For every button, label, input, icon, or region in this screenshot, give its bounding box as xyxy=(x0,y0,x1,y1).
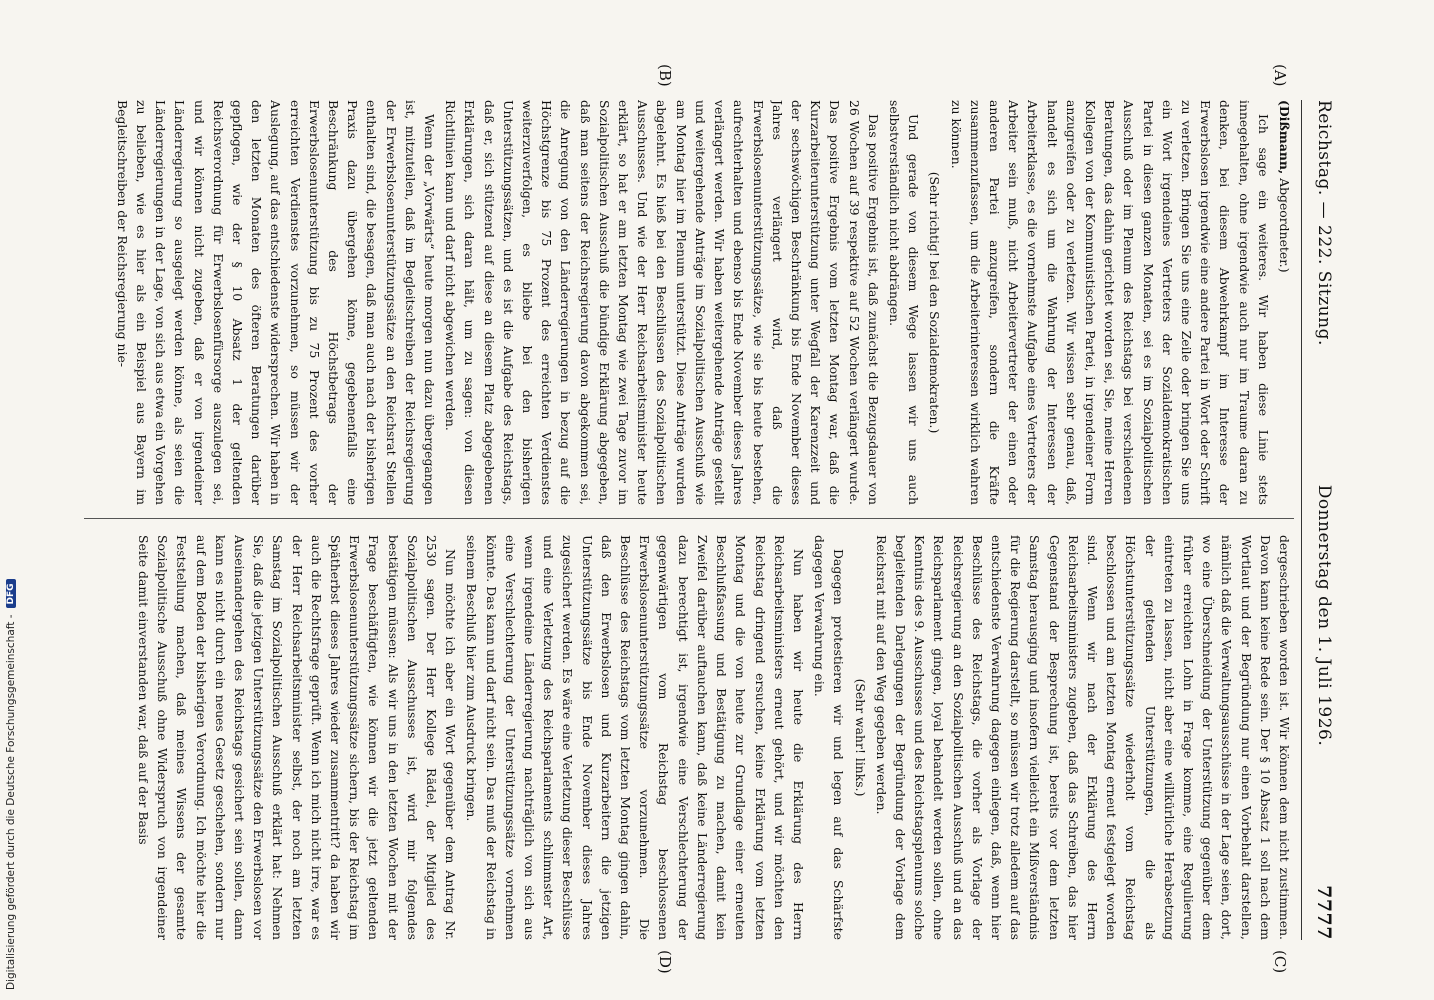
page-content xyxy=(74,40,1364,974)
column-divider xyxy=(84,518,1294,519)
marker-d: (D) xyxy=(656,950,674,974)
speaker-role: Abgeordneter.) xyxy=(1277,174,1292,273)
dfg-logo: DFG xyxy=(6,579,16,608)
paragraph: (Sehr wahr! links.) xyxy=(852,678,868,797)
paragraph: Nun möchte ich aber ein Wort gegenüber dem Antrag Nr. 2530 sagen. Der Herr Kollege Rädel, der Mitglied des Sozialpolitischen Ausschusses ist, wird mir folgendes bestätigen müssen: Als wir uns in den letzten Wochen mit der Frage beschäftigten, wie können wir die jetzt geltenden Erwerbslosenunterstützungssätze sichern, bis der Reichstag im Spätherbst dieses Jahres wieder zusammentritt? da haben wir auch die Rechtsfrage geprüft. Wenn ich mich nicht irre, war es der Herr Reichsarbeitsminister selbst, der noch am letzten Samstag im Sozialpolitischen Ausschuß erklärt hat: Nehmen Sie, daß die jetzigen Unterstützungssätze den Erwerbslosen vor Auseinandergehen des Reichstags gesichert sein sollen, dann kann es nicht durch ein neues Gesetz geschehen, sondern nur auf dem Boden der bisherigen Verordnung. Ich möchte hier die Feststellung machen, daß meines Wissens der gesamte Sozialpolitische Ausschuß ohne Widerspruch von irgendeiner Seite damit einverstanden war, daß auf der Basis xyxy=(136,535,459,940)
paragraph: Das positive Ergebnis ist, daß zunächst die Bezugsdauer von 26 Wochen auf 39 respektive auf 52 Wochen verlängert wurde. Das positive Ergebnis vom letzten Montag war, daß die Kurzarbeiterunterstützung unter Wegfall der Karenzzeit und der sechswöchigen Beschränkung bis Ende November dieses Jahres verlängert wird, daß die Erwerbslosenunterstützungssätze, wie sie bis heute bestehen, aufrechterhalten und ebenso bis Ende November dieses Jahres verlängert werden. Wir haben weitergehende Anträge gestellt und weitergehende Anträge im Sozialpolitischen Ausschuß wie am Montag hier im Plenum unterstützt. Diese Anträge wurden abgelehnt. Es hieß bei den Beschlüssen des Sozialpolitischen Ausschusses. Und wie der Herr Reichsarbeitsminister heute erklärt, so hat er am letzten Montag wie zwei Tage zuvor im Sozialpolitischen Ausschuß die bündige Erklärung abgegeben, daß man seitens der Reichsregierung davon abgekommen sei, die Anregung von den Länderregierungen in bezug auf die Höchstgrenze bis 75 Prozent des erreichten Verdienstes weiterzuverfolgen, es bliebe bei den bisherigen Unterstützungssätzen, und es ist die Aufgabe des Reichstags, daß er, sich stützend auf diese an diesem Platz abgegebenen Erklärungen, sich daran hält, um zu sagen: von diesen Richtlinien kann und darf nicht abgewichen werden. xyxy=(443,100,881,505)
paragraph: Wenn der „Vorwärts“ heute morgen nun dazu übergegangen ist, mitzuteilen, daß im Begleitschreiben der Reichsregierung der Erwerbslosenunterstützungssätze an den Reichsrat Stellen enthalten sind, die besagen, daß man auch nach der bisherigen Praxis dazu übergehen könne, gegebenenfalls eine Beschränkung des Höchstbetrags der Erwerbslosenunterstützung bis zu 75 Prozent des vorher erreichten Verdienstes vorzunehmen, so müssen wir der Auslegung, auf das entschiedenste widersprechen. Wir haben in den letzten Monaten des öfteren Beratungen darüber gepflogen, wie der § 10 Absatz 1 der geltenden Reichsverordnung für Erwerbslosenfürsorge auszulegen sei, und wir können nicht zugeben, daß er von irgendeiner Länderregierung so ausgelegt werden könne, als seien die Länderregierungen in der Lage, von sich aus etwa ein Vorgehen zu belieben, wie es hier als ein Beispiel aus Bayern im Begleitschreiben der Reichsregierung nie- xyxy=(114,100,438,505)
marker-b: (B) xyxy=(656,64,674,87)
paragraph: Ich sage ein weiteres. Wir haben diese Linie stets innegehalten, ohne irgendwie auch nur im Traume daran zu denken, bei diesem Abwehrkampf im Interesse der Erwerbslosen irgendwie eine andere Partei in Wort oder Schrift zu verletzen. Bringen Sie uns eine Zeile oder bringen Sie uns ein Wort irgendeines Vertreters der Sozialdemokratischen Partei in diesen ganzen Monaten, sei es im Sozialpolitischen Ausschuß oder im Plenum des Reichstags bei verschiedenen Beratungen, das dahin gerichtet worden sei, Sie, meine Herren Kollegen von der Kommunistischen Partei, in irgendeiner Form anzugreifen oder zu verletzen. Wir wissen sehr genau, daß, handelt es sich um die Wahrung der Interessen der Arbeiterklasse, es die vornehmste Aufgabe eines Vertreters der Arbeiter sein muß, nicht Arbeitervertreter der einen oder anderen Partei anzugreifen, sondern die Kräfte zusammenzufassen, um die Arbeiterinteressen wirklich wahren zu können. xyxy=(948,100,1271,505)
marker-a: (A) xyxy=(1271,64,1289,87)
page-header xyxy=(1304,100,1344,940)
speaker-name: (Dißmann, xyxy=(1277,100,1292,175)
header-session: Reichstag. — 222. Sitzung. xyxy=(1314,100,1334,346)
paragraph: Nun haben wir heute die Erklärung des Herrn Reichsarbeitsministers erneut gehört, und wir möchten den Reichstag dringend ersuchen, keine Erklärung vom letzten Montag und die von heute zur Grundlage einer erneuten Beschlußfassung und Bestätigung zu machen, damit kein Zweifel darüber auftauchen kann, daß keine Länderregierung dazu berechtigt ist, irgendwie eine Verschlechterung der gegenwärtigen vom Reichstag beschlossenen Erwerbslosenunterstützungssätze vorzunehmen. Die Beschlüsse des Reichstags vom letzten Montag gingen dahin, daß den Erwerbslosen und Kurzarbeitern die jetzigen Unterstützungssätze bis Ende November dieses Jahres zugesichert werden. Es wäre eine Verletzung dieser Beschlüsse und eine Verletzung des Reichsparlaments schlimmster Art, wenn irgendeine Länderregierung nachträglich von sich aus eine Verschlechterung der Unterstützungssätze vornehmen könnte. Das kann und darf nicht sein. Das muß der Reichstag in seinem Beschluß hier zum Ausdruck bringen. xyxy=(464,535,806,940)
paragraph: Dagegen protestieren wir und legen auf das Schärfste dagegen Verwahrung ein. xyxy=(812,535,847,940)
marker-c: (C) xyxy=(1271,950,1289,974)
paragraph: dergeschrieben worden ist. Wir können dem nicht zustimmen. Davon kann keine Rede sein. Der § 10 Absatz 1 soll nach dem Wortlaut und der Begründung nur einen Vorbehalt darstellen, nämlich daß die Verwaltungsausschüsse in der Lage seien, dort, wo eine Überschneidung der Unterstützung gegenüber dem früher erreichten Lohn in Frage komme, eine Regulierung eintreten zu lassen, nicht aber eine willkürliche Herabsetzung der geltenden Unterstützungen, die als Höchstunterstützungssätze wiederholt vom Reichstag beschlossen und am letzten Montag erneut festgelegt worden sind. Wenn wir nach der Erklärung des Herrn Reichsarbeitsministers zugeben, daß das Schreiben, das hier Gegenstand der Besprechung ist, bereits vor dem letzten Samstag herausging und insofern vielleicht ein Mißverständnis für die Regierung darstellt, so müssen wir trotz alledem auf das entschiedenste Verwahrung dagegen einlegen, daß, wenn hier Beschlüsse des Reichstags, die vorher als Vorlage der Reichsregierung an den Sozialpolitischen Ausschuß und an das Reichsparlament gingen, loyal behandelt werden sollen, ohne Kenntnis des 9. Ausschusses und des Reichstagsplenums solche begleitenden Darlegungen der Begründung der Vorlage dem Reichsrat mit auf den Weg gegeben werden. xyxy=(873,535,1292,940)
header-rule xyxy=(1301,100,1302,940)
digitization-notice: Digitalisierung gefördert durch die Deutsche Forschungsgemeinschaft - xyxy=(5,614,17,990)
paragraph: Und gerade von diesem Wege lassen wir uns auch selbstverständlich nicht abdrängen. xyxy=(886,100,922,505)
header-date: Donnerstag den 1. Juli 1926. xyxy=(1314,484,1334,747)
left-column xyxy=(74,100,1294,505)
page-number: 7777 xyxy=(1313,885,1335,940)
right-column xyxy=(74,535,1294,940)
paragraph: (Sehr richtig! bei den Sozialdemokraten.) xyxy=(927,171,943,434)
paragraph xyxy=(1275,100,1294,505)
